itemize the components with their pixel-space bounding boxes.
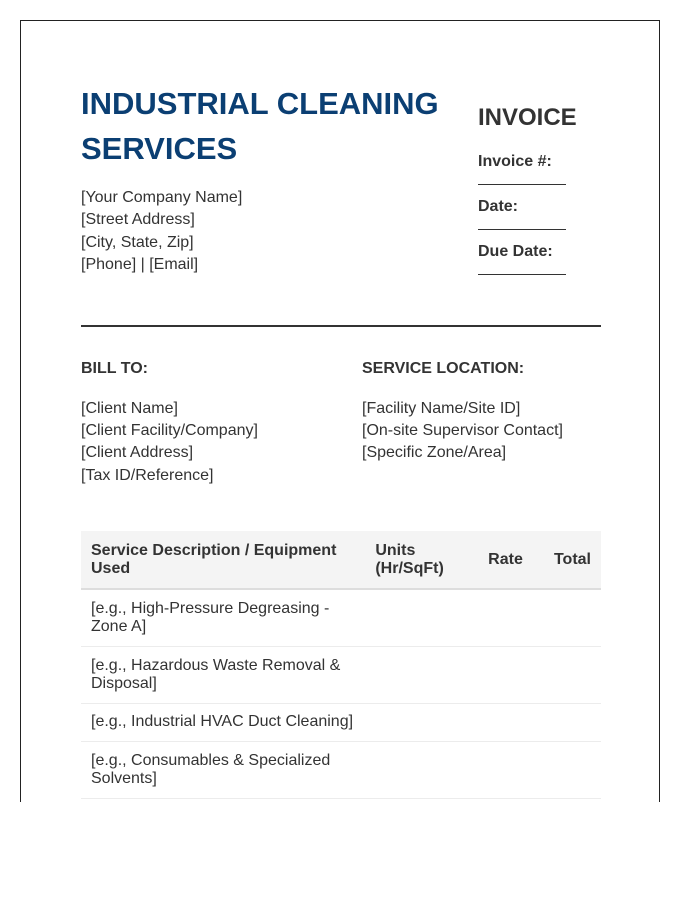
invoice-number-blank-line[interactable] (478, 184, 566, 185)
company-title: INDUSTRIAL CLEANING SERVICES (81, 86, 439, 166)
service-location-section (362, 359, 563, 465)
row-units (365, 742, 473, 799)
row-total (538, 742, 601, 799)
column-header-total: Total (538, 531, 601, 589)
invoice-date-blank-line[interactable] (478, 229, 566, 230)
header-divider (81, 325, 601, 327)
service-location-zone: [Specific Zone/Area] (362, 444, 507, 462)
bill-to-client-company: [Client Facility/Company] (81, 422, 258, 440)
service-location-facility: [Facility Name/Site ID] (362, 400, 521, 417)
table-header-row (81, 531, 601, 589)
company-contact-placeholder: [Phone] | [Email] (81, 255, 199, 273)
bill-to-section (81, 359, 258, 487)
company-name-placeholder: [Your Company Name] (81, 189, 243, 206)
table-row (81, 647, 601, 704)
row-units (365, 647, 473, 704)
row-total (538, 589, 601, 647)
column-header-units: Units (Hr/SqFt) (365, 531, 473, 589)
invoice-number-label: Invoice #: (478, 153, 552, 170)
invoice-number-field (478, 152, 608, 197)
invoice-meta (478, 103, 608, 287)
row-description: [e.g., High-Pressure Degreasing - Zone A] (81, 589, 365, 647)
column-header-description: Service Description / Equipment Used (81, 531, 365, 589)
row-description: [e.g., Consumables & Specialized Solvents] (81, 742, 365, 799)
company-address-block (81, 187, 242, 276)
invoice-due-date-blank-line[interactable] (478, 274, 566, 275)
row-rate (473, 704, 537, 742)
service-location-title: SERVICE LOCATION: (362, 360, 525, 377)
service-items-table (81, 531, 601, 799)
bill-to-title: BILL TO: (81, 360, 148, 377)
row-description: [e.g., Hazardous Waste Removal & Disposal] (81, 647, 365, 704)
invoice-date-field (478, 197, 608, 242)
bill-to-client-address: [Client Address] (81, 444, 194, 462)
invoice-due-date-field (478, 242, 608, 287)
table-row (81, 589, 601, 647)
table-row (81, 704, 601, 742)
row-total (538, 647, 601, 704)
row-units (365, 589, 473, 647)
column-header-rate: Rate (473, 531, 537, 589)
invoice-date-label: Date: (478, 198, 519, 215)
company-city-placeholder: [City, State, Zip] (81, 233, 194, 251)
row-description: [e.g., Industrial HVAC Duct Cleaning] (81, 704, 365, 742)
table-row (81, 742, 601, 799)
row-units (365, 704, 473, 742)
row-rate (473, 647, 537, 704)
company-street-placeholder: [Street Address] (81, 211, 195, 229)
service-location-supervisor: [On-site Supervisor Contact] (362, 422, 563, 440)
row-total (538, 704, 601, 742)
invoice-due-date-label: Due Date: (478, 243, 553, 260)
bill-to-tax-id: [Tax ID/Reference] (81, 466, 214, 484)
bill-to-client-name: [Client Name] (81, 400, 178, 417)
row-rate (473, 589, 537, 647)
invoice-heading: INVOICE (478, 104, 577, 131)
row-rate (473, 742, 537, 799)
invoice-page (20, 20, 660, 802)
